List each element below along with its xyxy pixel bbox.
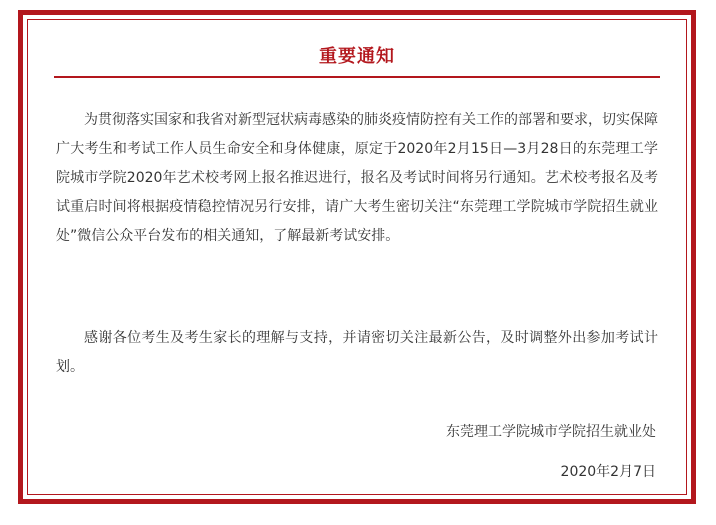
- notice-paragraph-1: 为贯彻落实国家和我省对新型冠状病毒感染的肺炎疫情防控有关工作的部署和要求，切实保障广大考生和考试工作人员生命安全和身体健康，原定于2020年2月15日—3月28日的东莞理工学院城市学院2020年艺术校考网上报名推迟进行，报名及考试时间将另行通知。艺术校考报名及考试重启时间将根据疫情稳控情况另行安排，请广大考生密切关注“东莞理工学院城市学院招生就业处”微信公众平台发布的相关通知，了解最新考试安排。: [56, 112, 658, 244]
- notice-date: 2020年2月7日: [560, 464, 656, 480]
- notice-paragraph-2: 感谢各位考生及考生家长的理解与支持，并请密切关注最新公告，及时调整外出参加考试计划。: [56, 330, 658, 375]
- notice-frame: [18, 10, 696, 504]
- notice-signature: 东莞理工学院城市学院招生就业处: [446, 424, 656, 440]
- notice-title: 重要通知: [319, 46, 395, 67]
- notice-inner-border: [27, 19, 687, 495]
- title-container: [28, 42, 686, 68]
- title-divider: [54, 76, 660, 78]
